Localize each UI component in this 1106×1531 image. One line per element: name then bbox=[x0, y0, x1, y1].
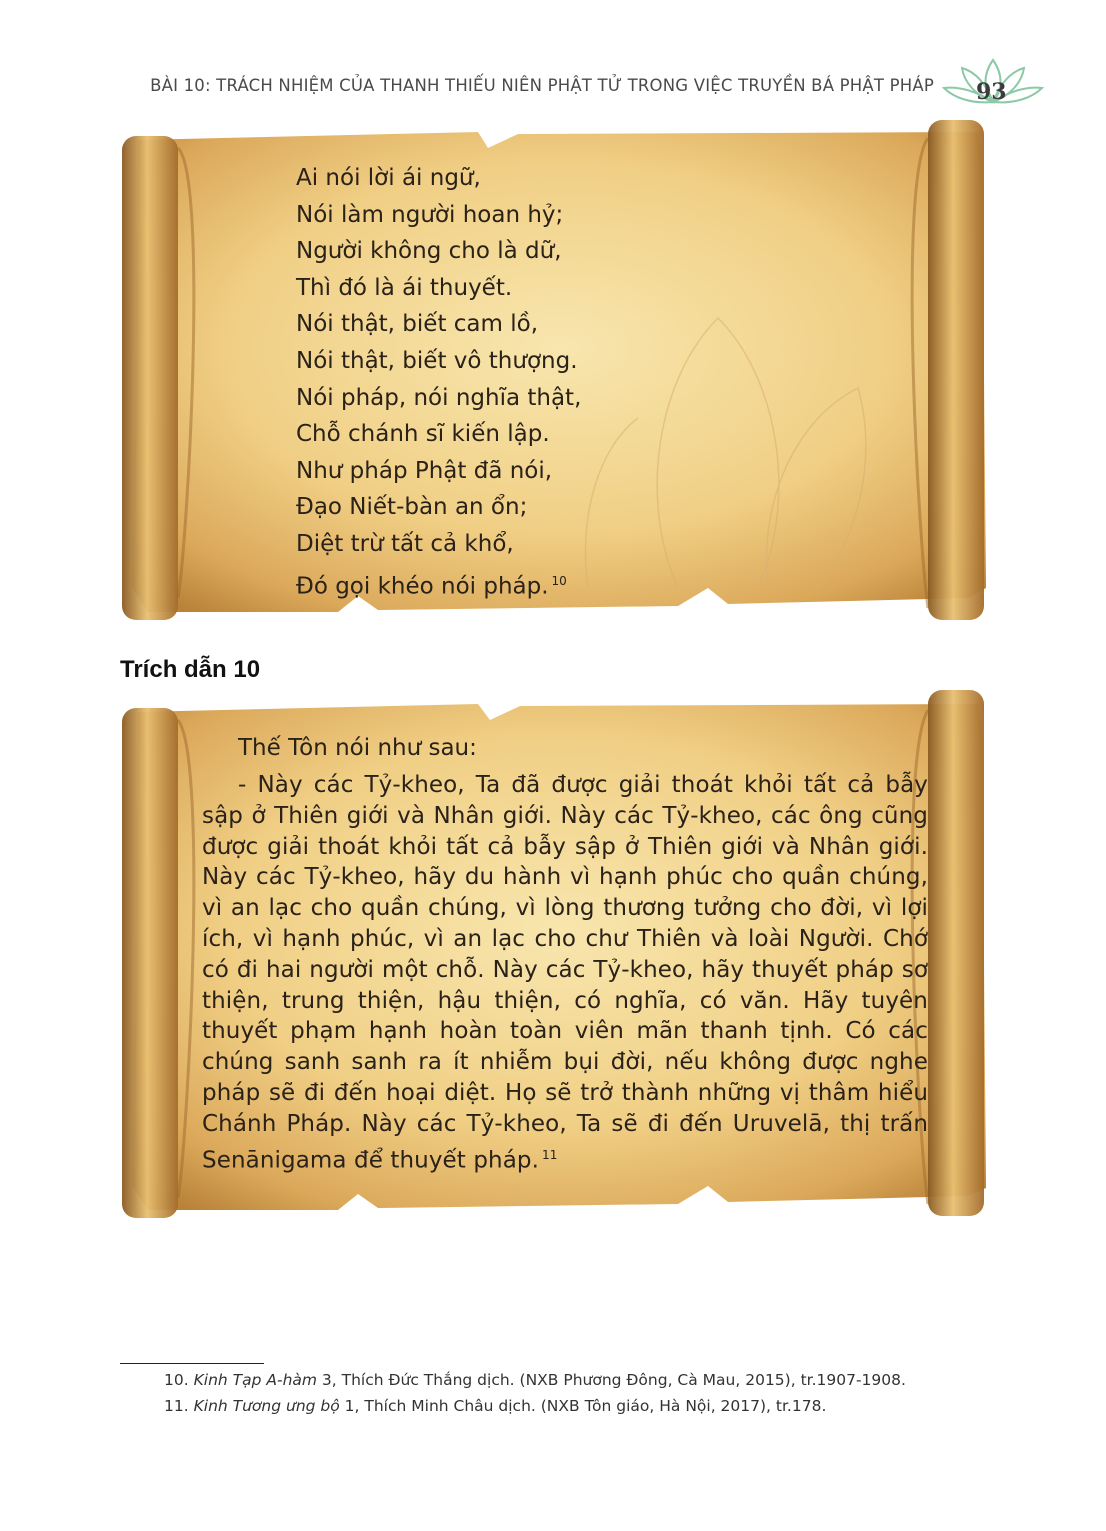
footnote-number: 10. bbox=[164, 1371, 189, 1389]
footnote-11 bbox=[120, 1395, 990, 1417]
footnote-citation: 3, Thích Đức Thắng dịch. (NXB Phương Đông, Cà Mau, 2015), tr.1907-1908. bbox=[317, 1371, 906, 1389]
footnote-ref-11[interactable]: 11 bbox=[542, 1147, 558, 1162]
poem-line: Nói thật, biết vô thượng. bbox=[296, 347, 578, 374]
poem-line: Nói pháp, nói nghĩa thật, bbox=[296, 384, 582, 411]
footnotes bbox=[120, 1369, 990, 1417]
quote-scroll bbox=[118, 688, 988, 1226]
footnote-divider bbox=[120, 1363, 264, 1364]
poem-scroll bbox=[118, 118, 988, 630]
poem-line: Đó gọi khéo nói pháp. bbox=[296, 573, 549, 600]
poem-line: Diệt trừ tất cả khổ, bbox=[296, 530, 514, 557]
running-header: BÀI 10: TRÁCH NHIỆM CỦA THANH THIẾU NIÊN PHẬT TỬ TRONG VIỆC TRUYỀN BÁ PHẬT PHÁP bbox=[150, 76, 934, 95]
quote-intro: Thế Tôn nói như sau: bbox=[238, 735, 477, 761]
footnote-number: 11. bbox=[164, 1397, 189, 1415]
page-number-badge bbox=[938, 52, 1048, 122]
footnote-ref-10[interactable]: 10 bbox=[551, 573, 567, 588]
page-number: 93 bbox=[976, 79, 1007, 105]
poem-line: Nói làm người hoan hỷ; bbox=[296, 201, 564, 228]
poem-line: Ai nói lời ái ngữ, bbox=[296, 165, 481, 191]
poem-line: Chỗ chánh sĩ kiến lập. bbox=[296, 421, 550, 448]
poem bbox=[296, 160, 581, 605]
poem-line: Thì đó là ái thuyết. bbox=[296, 274, 513, 301]
poem-line: Nói thật, biết cam lồ, bbox=[296, 311, 539, 338]
poem-line-last bbox=[296, 563, 581, 605]
poem-line: Đạo Niết-bàn an ổn; bbox=[296, 494, 528, 521]
footnote-10 bbox=[120, 1369, 990, 1391]
footnote-citation: 1, Thích Minh Châu dịch. (NXB Tôn giáo, Hà Nội, 2017), tr.178. bbox=[339, 1397, 827, 1415]
footnote-title: Kinh Tạp A-hàm bbox=[193, 1371, 317, 1389]
poem-line: Người không cho là dữ, bbox=[296, 238, 562, 265]
poem-line: Như pháp Phật đã nói, bbox=[296, 457, 553, 484]
quote-text: - Này các Tỷ-kheo, Ta đã được giải thoát khỏi tất cả bẫy sập ở Thiên giới và Nhân giới. Này các Tỷ-kheo, các ông cũng được giải thoát khỏi tất cả bẫy sập ở Thiên giới và Nhân giới. Này các Tỷ-kheo, hãy du hành vì hạnh phúc cho quần chúng, vì an lạc cho quần chúng, vì lòng thương tưởng cho đời, vì lợi ích, vì hạnh phúc, vì an lạc cho chư Thiên và loài Người. Chớ có đi hai người một chỗ. Này các Tỷ-kheo, hãy thuyết pháp sơ thiện, trung thiện, hậu thiện, có nghĩa, có văn. Hãy tuyên thuyết phạm hạnh hoàn toàn viên mãn thanh tịnh. Có các chúng sanh sanh ra ít nhiễm bụi đời, nếu không được nghe pháp sẽ đi đến hoại diệt. Họ sẽ trở thành những vị thâm hiểu Chánh Pháp. Này các Tỷ-kheo, Ta sẽ đi đến Uruvelā, thị trấn Senānigama để thuyết pháp. bbox=[202, 772, 928, 1174]
footnote-title: Kinh Tương ưng bộ bbox=[193, 1397, 340, 1415]
quote-body bbox=[202, 770, 928, 1176]
section-title: Trích dẫn 10 bbox=[120, 656, 261, 683]
